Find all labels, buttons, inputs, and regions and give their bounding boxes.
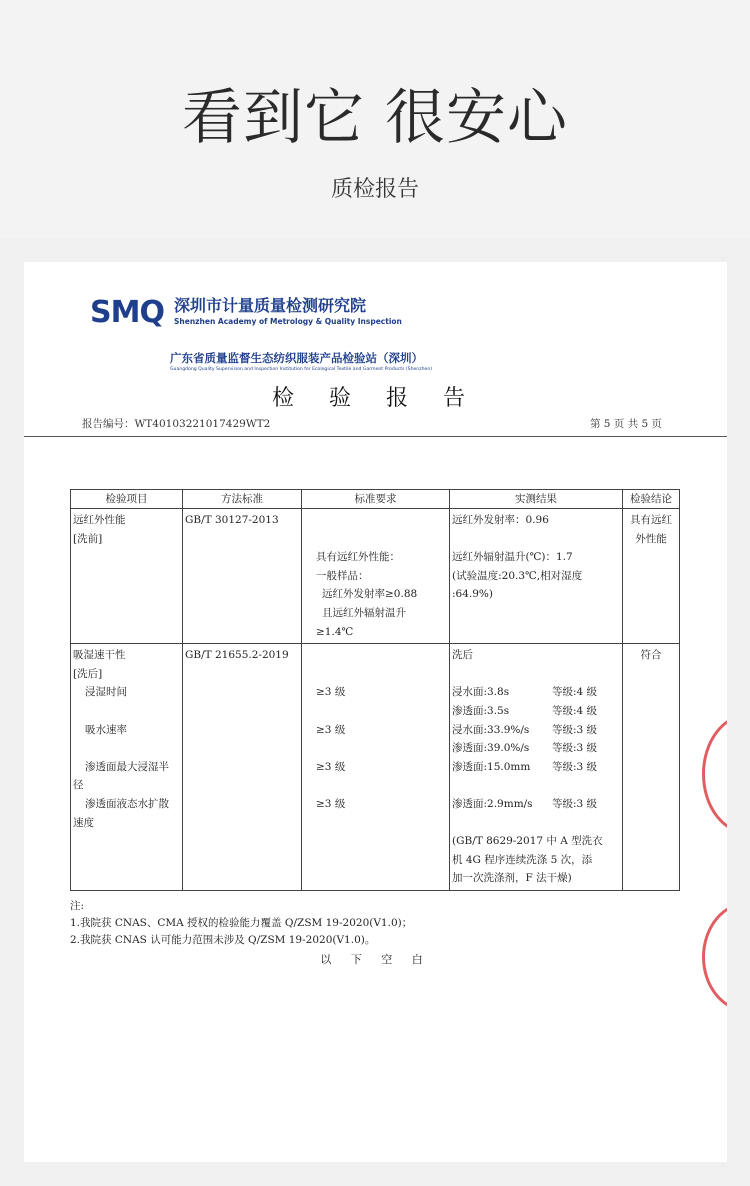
report-notes <box>70 898 412 949</box>
blank-remainder-note: 以 下 空 白 <box>320 953 431 966</box>
row2-requirement: ≥3 级 ≥3 级 ≥3 级 ≥3 级 <box>302 644 450 891</box>
row1-result: 远红外发射率：0.96 远红外辐射温升(℃)：1.7 (试验温度:20.3℃,相对湿度 :64.9%) <box>450 509 623 644</box>
smq-logo-mark: SMQ <box>90 295 164 330</box>
wash-note: 加一次洗涤剂，F 法干燥) <box>452 872 572 885</box>
report-title: 检 验 报 告 <box>272 386 479 411</box>
result-line: 渗透面:15.0mm 等级:3 级 <box>452 760 598 773</box>
row2-method: GB/T 21655.2-2019 <box>183 644 302 891</box>
result-line: 渗透面:39.0%/s 等级:3 级 <box>452 742 598 755</box>
wash-note: (GB/T 8629-2017 中 A 型洗衣 <box>452 835 603 848</box>
org-name-cn: 深圳市计量质量检测研究院 <box>174 296 367 315</box>
row1-requirement: 具有远红外性能： 一般样品： 远红外发射率≥0.88 且远红外辐射温升 ≥1.4℃ <box>302 509 450 644</box>
smq-logo <box>90 294 470 334</box>
result-line: 浸水面:3.8s 等级:4 级 <box>452 686 598 699</box>
note-item: 2.我院获 CNAS 认可能力范围未涉及 Q/ZSM 19-2020(V1.0)。 <box>70 934 376 946</box>
result-line: 渗透面:2.9mm/s 等级:3 级 <box>452 797 598 810</box>
station-name-en: Guangdong Quality Supervision and Inspection Institution for Ecological Textile and Garment Products (Shenzhen) <box>170 367 433 372</box>
station-name-cn: 广东省质量监督生态纺织服装产品检验站（深圳） <box>170 351 423 365</box>
header-requirement: 标准要求 <box>302 490 450 509</box>
red-seal-stamp <box>702 714 727 834</box>
row1-item: 远红外性能 [洗前] <box>71 509 183 644</box>
row2-item: 吸湿速干性 [洗后] 浸湿时间 吸水速率 渗透面最大浸湿半 径 渗透面液态水扩散 速度 <box>71 644 183 891</box>
red-seal-stamp <box>702 902 727 1012</box>
table-header-row <box>71 490 680 509</box>
table-row <box>71 644 680 891</box>
row1-method: GB/T 30127-2013 <box>183 509 302 644</box>
header-method: 方法标准 <box>183 490 302 509</box>
table-row <box>71 509 680 644</box>
header-conclusion: 检验结论 <box>623 490 680 509</box>
inspection-table <box>70 489 680 891</box>
hero-subtitle: 质检报告 <box>330 177 419 202</box>
result-line: 浸水面:33.9%/s 等级:3 级 <box>452 723 598 736</box>
report-meta <box>82 416 662 432</box>
header-divider <box>24 436 727 437</box>
note-item: 1.我院获 CNAS、CMA 授权的检验能力覆盖 Q/ZSM 19-2020(V1.0)； <box>70 917 413 929</box>
hero-banner <box>0 0 750 238</box>
report-sheet <box>24 262 727 1162</box>
row2-result: 洗后 浸水面:3.8s 等级:4 级 渗透面:3.5s 等级:4 级 浸水面:33.9%/s 等级:3 级 渗透面:39.0%/s 等级:3 级 渗透面:15.0mm 等级:3 级 渗透面:2.9mm/s 等级:3 级 (GB/T 8629-2017 中 A 型洗衣 机 4G 程序连续洗涤 5 次，添 加一次洗涤剂，F 法干燥) <box>450 644 623 891</box>
report-number: 报告编号：WT40103221017429WT2 <box>82 418 271 430</box>
result-line: 渗透面:3.5s 等级:4 级 <box>452 704 598 717</box>
header-item: 检验项目 <box>71 490 183 509</box>
org-name-en: Shenzhen Academy of Metrology & Quality Inspection <box>174 317 402 326</box>
hero-title: 看到它 很安心 <box>181 83 569 153</box>
notes-label: 注: <box>70 900 85 912</box>
wash-note: 机 4G 程序连续洗涤 5 次，添 <box>452 853 593 866</box>
row2-conclusion: 符合 <box>623 644 680 891</box>
row1-conclusion: 具有远红 外性能 <box>623 509 680 644</box>
page-indicator: 第 5 页 共 5 页 <box>589 418 662 430</box>
header-result: 实测结果 <box>450 490 623 509</box>
